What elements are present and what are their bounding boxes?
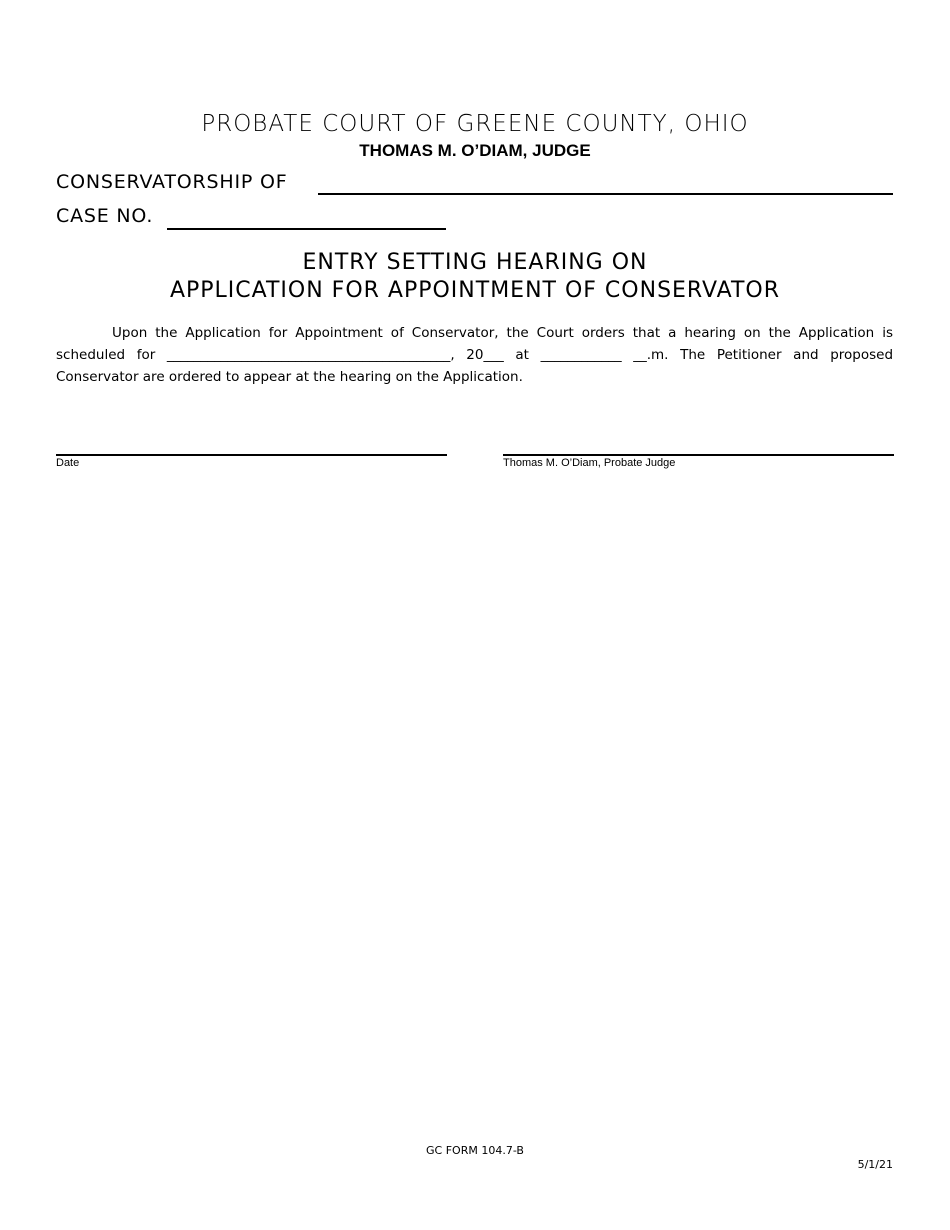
am-pm-blank[interactable]: __ bbox=[633, 347, 647, 363]
text: .m. The Petitioner and proposed Conservator are ordered to appear at the hearing on the Application. bbox=[56, 347, 894, 385]
text bbox=[622, 347, 634, 363]
judge-signature-line[interactable] bbox=[503, 454, 894, 456]
time-blank[interactable]: ____________ bbox=[540, 347, 622, 363]
document-title-line2: APPLICATION FOR APPOINTMENT OF CONSERVATOR bbox=[169, 278, 781, 303]
year-blank[interactable]: ___ bbox=[483, 347, 504, 363]
form-number: GC FORM 104.7-B bbox=[426, 1144, 524, 1157]
order-paragraph bbox=[56, 322, 893, 388]
text: at bbox=[503, 347, 541, 363]
court-title: PROBATE COURT OF GREENE COUNTY, OHIO bbox=[201, 111, 749, 137]
revision-date: 5/1/21 bbox=[857, 1158, 893, 1171]
date-label: Date bbox=[56, 457, 80, 469]
text: Upon the Application for Appointment of Conservator, the Court orders that a hearing on the Application is scheduled for bbox=[56, 325, 893, 363]
case-no-label: CASE NO. bbox=[56, 205, 154, 227]
conservatorship-label: CONSERVATORSHIP OF bbox=[56, 171, 288, 193]
date-signature-line[interactable] bbox=[56, 454, 447, 456]
judge-signature-label: Thomas M. O’Diam, Probate Judge bbox=[503, 457, 676, 469]
judge-name: THOMAS M. O’DIAM, JUDGE bbox=[359, 141, 591, 160]
conservatorship-field[interactable] bbox=[318, 193, 893, 195]
case-no-field[interactable] bbox=[167, 228, 446, 230]
document-title-line1: ENTRY SETTING HEARING ON bbox=[302, 250, 648, 275]
hearing-date-blank[interactable]: __________________________________________ bbox=[166, 347, 451, 363]
text: , 20 bbox=[450, 347, 484, 363]
